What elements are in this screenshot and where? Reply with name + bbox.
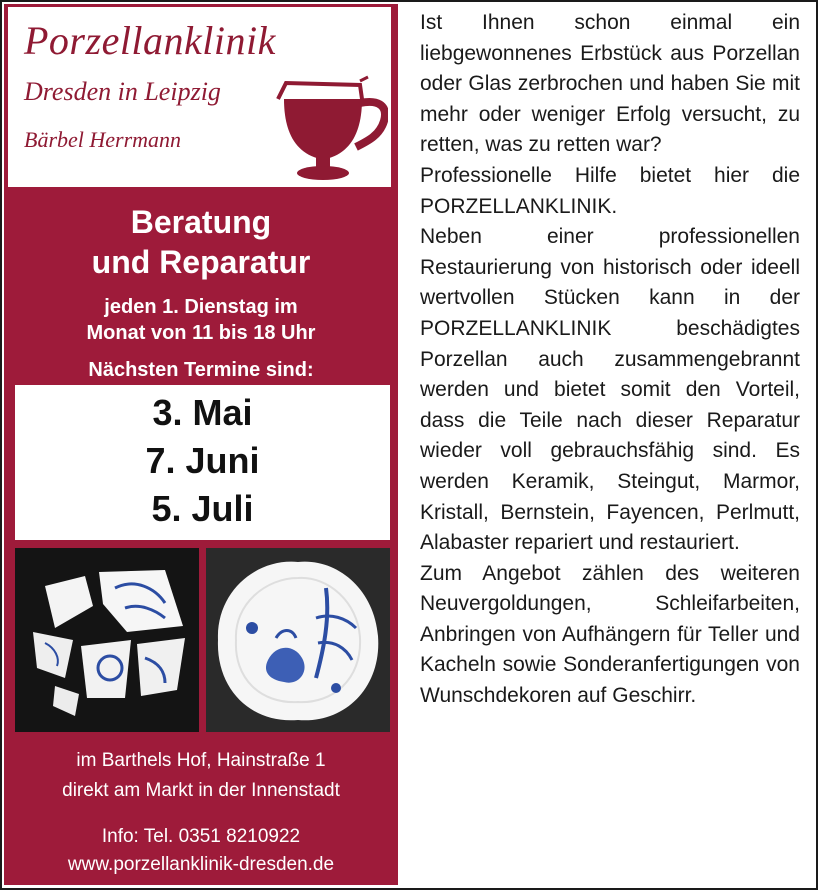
- broken-plate-photo: [15, 548, 199, 732]
- date-item: 7. Juni: [145, 440, 260, 481]
- cup-icon: [276, 75, 388, 183]
- heading-line-1: Beratung: [130, 204, 272, 240]
- logo-subtitle: Dresden in Leipzig: [24, 77, 221, 106]
- logo-title: Porzellanklinik: [24, 18, 276, 63]
- logo-box: [8, 7, 391, 187]
- paragraph: Neben einer professionellen Restaurierung von historisch oder ideell wertvollen Stücken kann in der PORZELLANKLINIK beschädigtes Porzellan auch zusammengebrannt werden und bietet somit den Vorteil, dass die Teile nach dieser Reparatur wieder voll gebrauchsfähig sind. Es werden Keramik, Steingut, Marmor, Kristall, Bernstein, Fayencen, Perlmutt, Alabaster repariert und restauriert.: [420, 225, 800, 555]
- heading-line-2: und Reparatur: [91, 244, 311, 280]
- phone-number: Info: Tel. 0351 8210922: [101, 826, 301, 847]
- next-dates-label: Nächsten Termine sind:: [88, 359, 314, 381]
- address-line-1: im Barthels Hof, Hainstraße 1: [76, 750, 326, 771]
- address-line-2: direkt am Markt in der Innenstadt: [62, 780, 340, 801]
- section-heading: [4, 202, 398, 282]
- body-text: [420, 8, 800, 712]
- restored-plate-photo: [206, 548, 390, 732]
- schedule-line-1: jeden 1. Dienstag im: [104, 296, 298, 318]
- left-column: [4, 4, 398, 885]
- schedule-line-2: Monat von 11 bis 18 Uhr: [86, 322, 316, 344]
- website-link[interactable]: www.porzellanklinik-dresden.de: [67, 854, 335, 875]
- date-item: 5. Juli: [151, 488, 254, 529]
- photos: [15, 548, 390, 732]
- paragraph: Zum Angebot zählen des weiteren Neuvergoldungen, Schleifarbeiten, Anbringen von Aufhängern für Teller und Kacheln sowie Sonderanfertigungen von Wunschdekoren auf Geschirr.: [420, 561, 800, 708]
- date-item: 3. Mai: [152, 392, 253, 433]
- paragraph: Professionelle Hilfe bietet hier die PORZELLANKLINIK.: [420, 163, 800, 218]
- dates-box: [15, 385, 390, 540]
- paragraph: Ist Ihnen schon einmal ein liebgewonnenes Erbstück aus Porzellan oder Glas zerbrochen und haben Sie mit mehr oder weniger Erfolg versucht, zu retten, was zu retten war?: [420, 11, 800, 157]
- logo-owner: Bärbel Herrmann: [24, 127, 182, 152]
- schedule-text: [4, 294, 398, 346]
